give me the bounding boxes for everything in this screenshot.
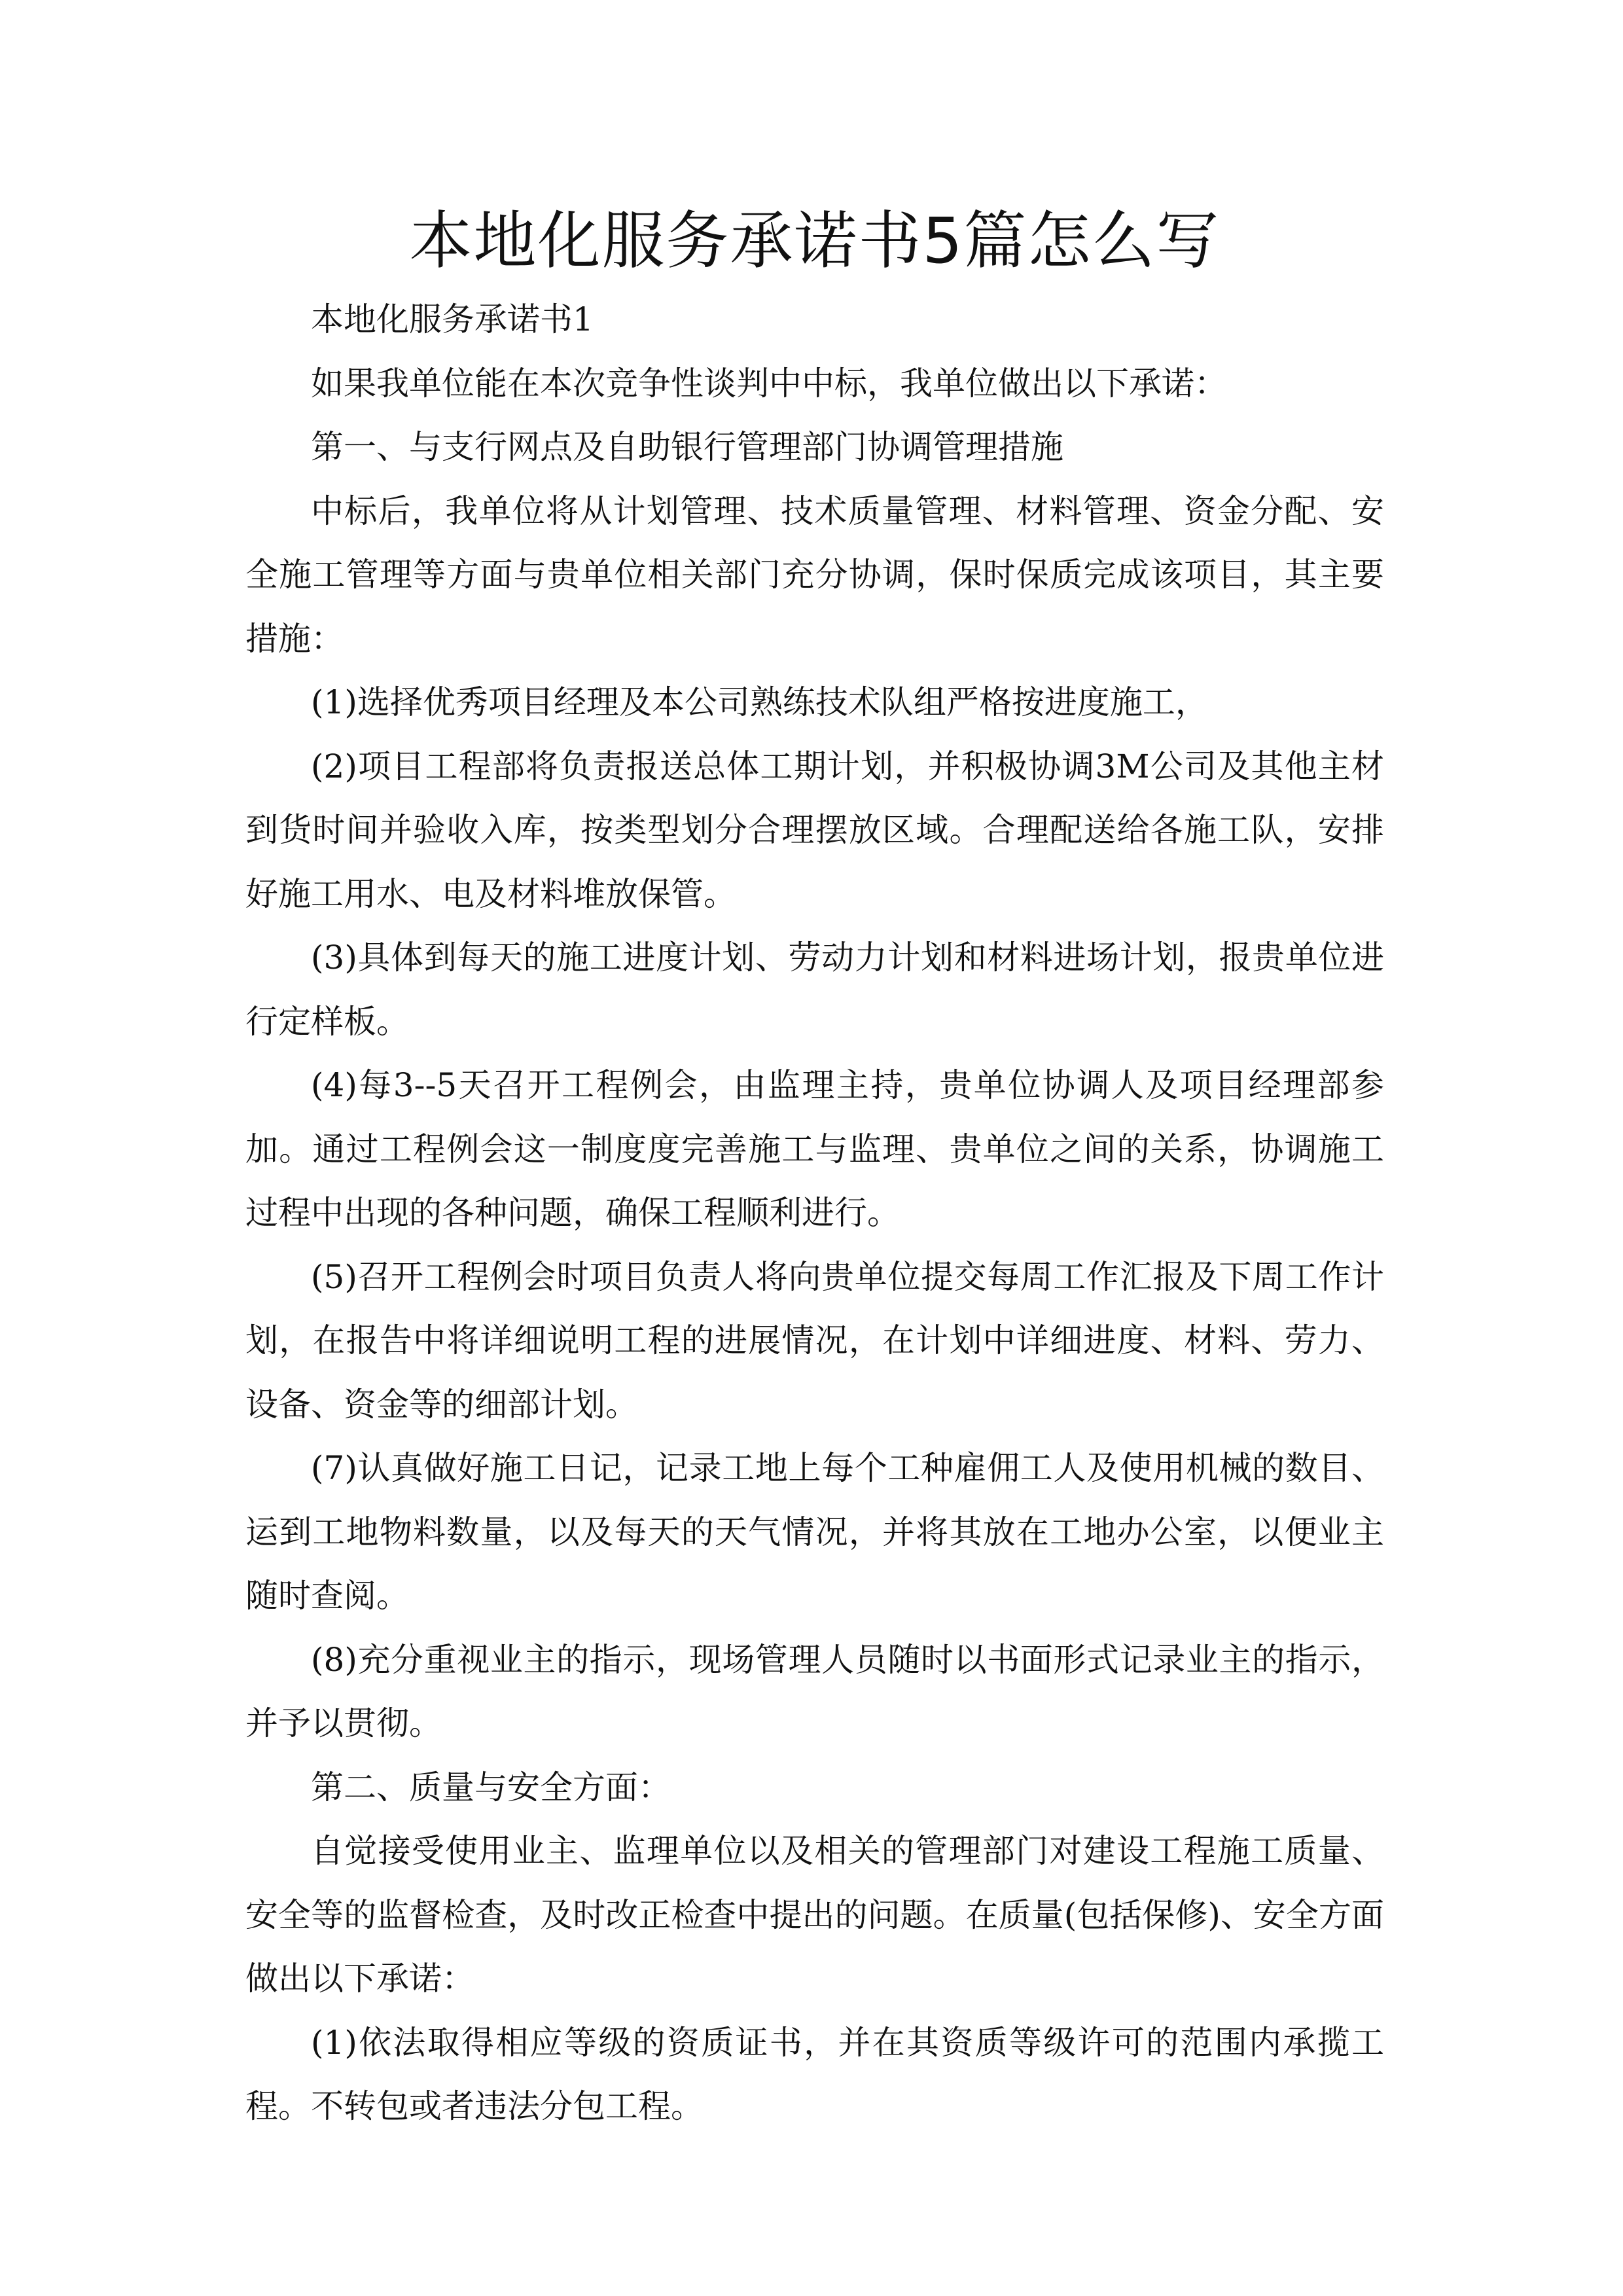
measure-item-3: (3)具体到每天的施工进度计划、劳动力计划和材料进场计划，报贵单位进行定样板。 (245, 939, 1384, 1041)
document-body (245, 288, 1384, 2139)
quality-safety-paragraph: 自觉接受使用业主、监理单位以及相关的管理部门对建设工程施工质量、安全等的监督检查，及时改正检查中提出的问题。在质量(包括保修)、安全方面做出以下承诺： (245, 1832, 1384, 1998)
measure-item-7: (7)认真做好施工日记，记录工地上每个工种雇佣工人及使用机械的数目、运到工地物料数量，以及每天的天气情况，并将其放在工地办公室，以便业主随时查阅。 (245, 1449, 1384, 1615)
measure-item-5: (5)召开工程例会时项目负责人将向贵单位提交每周工作汇报及下周工作计划，在报告中将详细说明工程的进展情况，在计划中详细进度、材料、劳力、设备、资金等的细部计划。 (245, 1257, 1384, 1424)
measure-item-2: (2)项目工程部将负责报送总体工期计划，并积极协调3M公司及其他主材到货时间并验收入库，按类型划分合理摆放区域。合理配送给各施工队，安排好施工用水、电及材料堆放保管。 (245, 747, 1384, 913)
section-heading-coordination: 第一、与支行网点及自助银行管理部门协调管理措施 (311, 428, 1063, 466)
document-title: 本地化服务承诺书5篇怎么写 (409, 204, 1221, 278)
measure-item-8: (8)充分重视业主的指示，现场管理人员随时以书面形式记录业主的指示，并予以贯彻。 (245, 1640, 1384, 1742)
intro-paragraph: 如果我单位能在本次竞争性谈判中中标，我单位做出以下承诺： (311, 364, 1227, 403)
measure-item-1: (1)选择优秀项目经理及本公司熟练技术队组严格按进度施工， (311, 683, 1208, 721)
section-heading-commitment-1: 本地化服务承诺书1 (311, 300, 594, 338)
section-heading-quality-safety: 第二、质量与安全方面： (311, 1768, 671, 1806)
quality-item-1: (1)依法取得相应等级的资质证书，并在其资质等级许可的范围内承揽工程。不转包或者违法分包工程。 (245, 2023, 1384, 2125)
coordination-paragraph: 中标后，我单位将从计划管理、技术质量管理、材料管理、资金分配、安全施工管理等方面与贵单位相关部门充分协调，保时保质完成该项目，其主要措施： (245, 492, 1384, 658)
measure-item-4: (4)每3--5天召开工程例会，由监理主持，贵单位协调人及项目经理部参加。通过工程例会这一制度度完善施工与监理、贵单位之间的关系，协调施工过程中出现的各种问题，确保工程顺利进行。 (245, 1066, 1384, 1232)
